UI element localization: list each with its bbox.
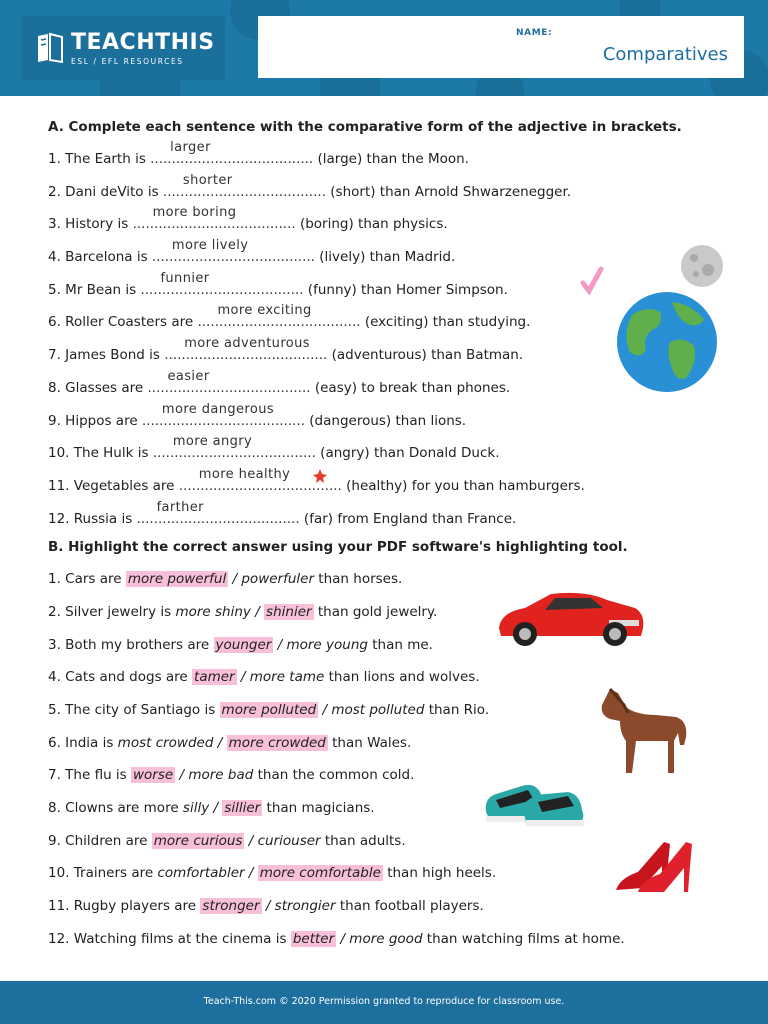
- option-two[interactable]: more good: [349, 930, 423, 947]
- item-prefix: 2. Dani deVito is: [48, 183, 163, 200]
- handwritten-answer: more exciting: [217, 303, 312, 319]
- item-suffix: (lively) than Madrid.: [314, 249, 456, 266]
- item-prefix: 3. History is: [48, 216, 133, 233]
- item-suffix: than gold jewelry.: [313, 603, 438, 620]
- option-separator: /: [236, 669, 250, 686]
- section-b-heading: B. Highlight the correct answer using your PDF software's highlighting tool.: [48, 539, 628, 556]
- item-suffix: (healthy) for you than hamburgers.: [341, 477, 585, 494]
- option-separator: /: [209, 800, 223, 817]
- item-prefix: 7. The flu is: [48, 767, 131, 784]
- answer-blank[interactable]: [140, 270, 304, 302]
- item-prefix: 5. The city of Santiago is: [48, 702, 220, 718]
- section-a-item: [48, 238, 728, 278]
- option-one[interactable]: silly: [182, 800, 210, 817]
- option-one[interactable]: younger: [215, 636, 272, 653]
- item-prefix: 3. Both my brothers are: [48, 636, 214, 653]
- item-suffix: than watching films at home.: [422, 930, 625, 947]
- handwritten-answer: more dangerous: [161, 401, 275, 417]
- item-suffix: than lions and wolves.: [324, 669, 480, 686]
- item-suffix: than Wales.: [327, 734, 412, 751]
- option-two[interactable]: shinier: [266, 603, 312, 620]
- option-one[interactable]: stronger: [202, 898, 260, 915]
- logo-main-text: TEACHTHIS: [71, 29, 215, 55]
- page-title: Comparatives: [602, 44, 728, 65]
- option-separator: /: [318, 702, 332, 718]
- option-separator: /: [250, 603, 265, 620]
- item-suffix: (angry) than Donald Duck.: [315, 445, 500, 462]
- answer-blank[interactable]: [136, 499, 300, 531]
- item-prefix: 8. Glasses are: [48, 379, 148, 396]
- section-b-item: [48, 927, 728, 960]
- section-b-item: [48, 894, 728, 927]
- item-suffix: than the common cold.: [253, 767, 415, 784]
- item-prefix: 9. Hippos are: [48, 412, 142, 429]
- worksheet-content: [48, 115, 728, 960]
- item-prefix: 10. The Hulk is: [48, 445, 153, 462]
- option-separator: /: [175, 767, 189, 784]
- option-one[interactable]: comfortabler: [157, 865, 245, 882]
- option-one[interactable]: worse: [133, 767, 174, 784]
- section-a-item: [48, 434, 728, 474]
- section-a-item: [48, 401, 728, 442]
- title-box: [258, 16, 744, 78]
- item-suffix: (funny) than Homer Simpson.: [303, 281, 508, 298]
- item-prefix: 5. Mr Bean is: [48, 281, 141, 298]
- option-two[interactable]: powerfuler: [241, 571, 315, 588]
- answer-blank[interactable]: [141, 401, 305, 433]
- section-b-item: [48, 796, 728, 829]
- item-prefix: 1. The Earth is: [48, 151, 151, 167]
- name-label: NAME:: [516, 28, 553, 38]
- section-a-item: [48, 466, 728, 507]
- item-prefix: 9. Children are: [48, 832, 152, 849]
- handwritten-answer: larger: [170, 140, 211, 155]
- item-prefix: 4. Cats and dogs are: [48, 669, 193, 686]
- answer-blank[interactable]: [164, 336, 328, 367]
- option-separator: /: [336, 930, 350, 947]
- answer-blank[interactable]: [162, 172, 326, 204]
- option-one[interactable]: more powerful: [127, 571, 227, 588]
- item-suffix: than football players.: [335, 898, 484, 915]
- option-two[interactable]: more young: [286, 636, 368, 653]
- item-prefix: 4. Barcelona is: [48, 249, 152, 266]
- blank-dots: ......................................: [147, 379, 311, 396]
- high-heels-picture: [612, 838, 698, 898]
- option-two[interactable]: curiouser: [257, 832, 321, 849]
- handwritten-answer: more angry: [172, 434, 253, 450]
- item-suffix: than horses.: [314, 571, 403, 588]
- option-one[interactable]: most crowded: [117, 734, 214, 751]
- option-separator: /: [228, 571, 242, 588]
- handwritten-answer: farther: [156, 499, 204, 515]
- header-banner: [0, 0, 768, 96]
- logo[interactable]: [21, 16, 225, 80]
- option-one[interactable]: more curious: [153, 832, 243, 849]
- answer-blank[interactable]: [151, 238, 315, 269]
- item-suffix: than me.: [367, 636, 433, 653]
- item-prefix: 7. James Bond is: [48, 347, 165, 364]
- handwritten-answer: funnier: [160, 270, 210, 286]
- section-a-item: [48, 172, 728, 213]
- handwritten-answer: shorter: [182, 172, 233, 188]
- handwritten-answer: more lively: [171, 238, 249, 254]
- option-two[interactable]: more bad: [188, 767, 254, 784]
- blank-dots: ......................................: [141, 412, 305, 429]
- blank-dots: ......................................: [178, 477, 342, 494]
- item-prefix: 8. Clowns are more: [48, 800, 183, 817]
- item-prefix: 12. Russia is: [48, 510, 137, 527]
- blank-dots: ......................................: [152, 445, 316, 462]
- option-separator: /: [273, 636, 287, 653]
- item-prefix: 10. Trainers are: [48, 865, 158, 882]
- item-prefix: 2. Silver jewelry is: [48, 603, 176, 620]
- option-separator: /: [244, 865, 258, 882]
- item-prefix: 6. Roller Coasters are: [48, 314, 198, 331]
- answer-blank[interactable]: [147, 368, 311, 400]
- blank-dots: ......................................: [151, 249, 315, 266]
- blank-dots: ......................................: [140, 281, 304, 298]
- option-one[interactable]: more polluted: [221, 702, 317, 718]
- item-prefix: 12. Watching films at the cinema is: [48, 930, 291, 947]
- horse-picture: [596, 685, 692, 777]
- option-two[interactable]: most polluted: [331, 702, 425, 718]
- moon-picture: [680, 244, 724, 288]
- blank-dots: ......................................: [150, 151, 314, 167]
- blank-dots: ......................................: [164, 347, 328, 364]
- handwritten-answer: more boring: [152, 205, 237, 221]
- item-prefix: 11. Vegetables are: [48, 477, 179, 494]
- handwritten-answer: easier: [167, 368, 210, 384]
- section-a-item: [48, 140, 728, 180]
- item-prefix: 11. Rugby players are: [48, 898, 201, 915]
- option-two[interactable]: more tame: [249, 669, 325, 686]
- option-two[interactable]: strongier: [274, 898, 336, 915]
- option-one[interactable]: more shiny: [175, 603, 251, 620]
- item-prefix: 1. Cars are: [48, 571, 126, 588]
- item-suffix: (far) from England than France.: [299, 510, 517, 527]
- blank-dots: ......................................: [197, 314, 361, 331]
- item-suffix: (short) than Arnold Shwarzenegger.: [326, 183, 572, 200]
- red-star-mark: [313, 469, 327, 483]
- item-suffix: than adults.: [320, 832, 406, 849]
- section-a-item: [48, 205, 728, 245]
- pink-check-mark: [580, 265, 604, 295]
- option-two[interactable]: more crowded: [228, 734, 326, 751]
- option-one[interactable]: better: [292, 930, 335, 947]
- book-logo-icon: [35, 32, 65, 64]
- earth-picture: [612, 290, 722, 394]
- blank-dots: ......................................: [132, 216, 296, 233]
- option-two[interactable]: more comfortable: [259, 865, 381, 882]
- option-one[interactable]: tamer: [194, 669, 235, 686]
- car-picture: [495, 588, 647, 648]
- item-suffix: (large) than the Moon.: [313, 151, 469, 167]
- section-a-heading: A. Complete each sentence with the comparative form of the adjective in brackets.: [48, 119, 682, 135]
- section-a-item: [48, 499, 728, 540]
- item-suffix: (adventurous) than Batman.: [327, 347, 524, 364]
- item-suffix: than high heels.: [382, 865, 497, 882]
- footer-bar: [0, 981, 768, 1024]
- handwritten-answer: more adventurous: [184, 336, 310, 352]
- footer-copyright: Teach-This.com © 2020 Permission granted to reproduce for classroom use.: [203, 996, 565, 1007]
- item-suffix: (easy) to break than phones.: [310, 379, 511, 396]
- item-suffix: (dangerous) than lions.: [305, 412, 467, 429]
- option-separator: /: [261, 898, 275, 915]
- item-suffix: than Rio.: [424, 702, 490, 718]
- logo-sub-text: ESL / EFL RESOURCES: [71, 56, 184, 66]
- handwritten-answer: more healthy: [198, 466, 291, 482]
- option-separator: /: [244, 832, 258, 849]
- item-suffix: (exciting) than studying.: [360, 314, 531, 331]
- answer-blank[interactable]: [132, 205, 296, 236]
- option-two[interactable]: sillier: [224, 800, 261, 817]
- answer-blank[interactable]: [150, 140, 314, 171]
- sneakers-picture: [482, 772, 588, 828]
- answer-blank[interactable]: [152, 434, 316, 465]
- item-suffix: than magicians.: [262, 800, 375, 817]
- blank-dots: ......................................: [162, 183, 326, 200]
- answer-blank[interactable]: [197, 303, 361, 334]
- item-suffix: (boring) than physics.: [295, 216, 448, 233]
- item-prefix: 6. India is: [48, 734, 118, 751]
- blank-dots: ......................................: [136, 510, 300, 527]
- option-separator: /: [213, 734, 227, 751]
